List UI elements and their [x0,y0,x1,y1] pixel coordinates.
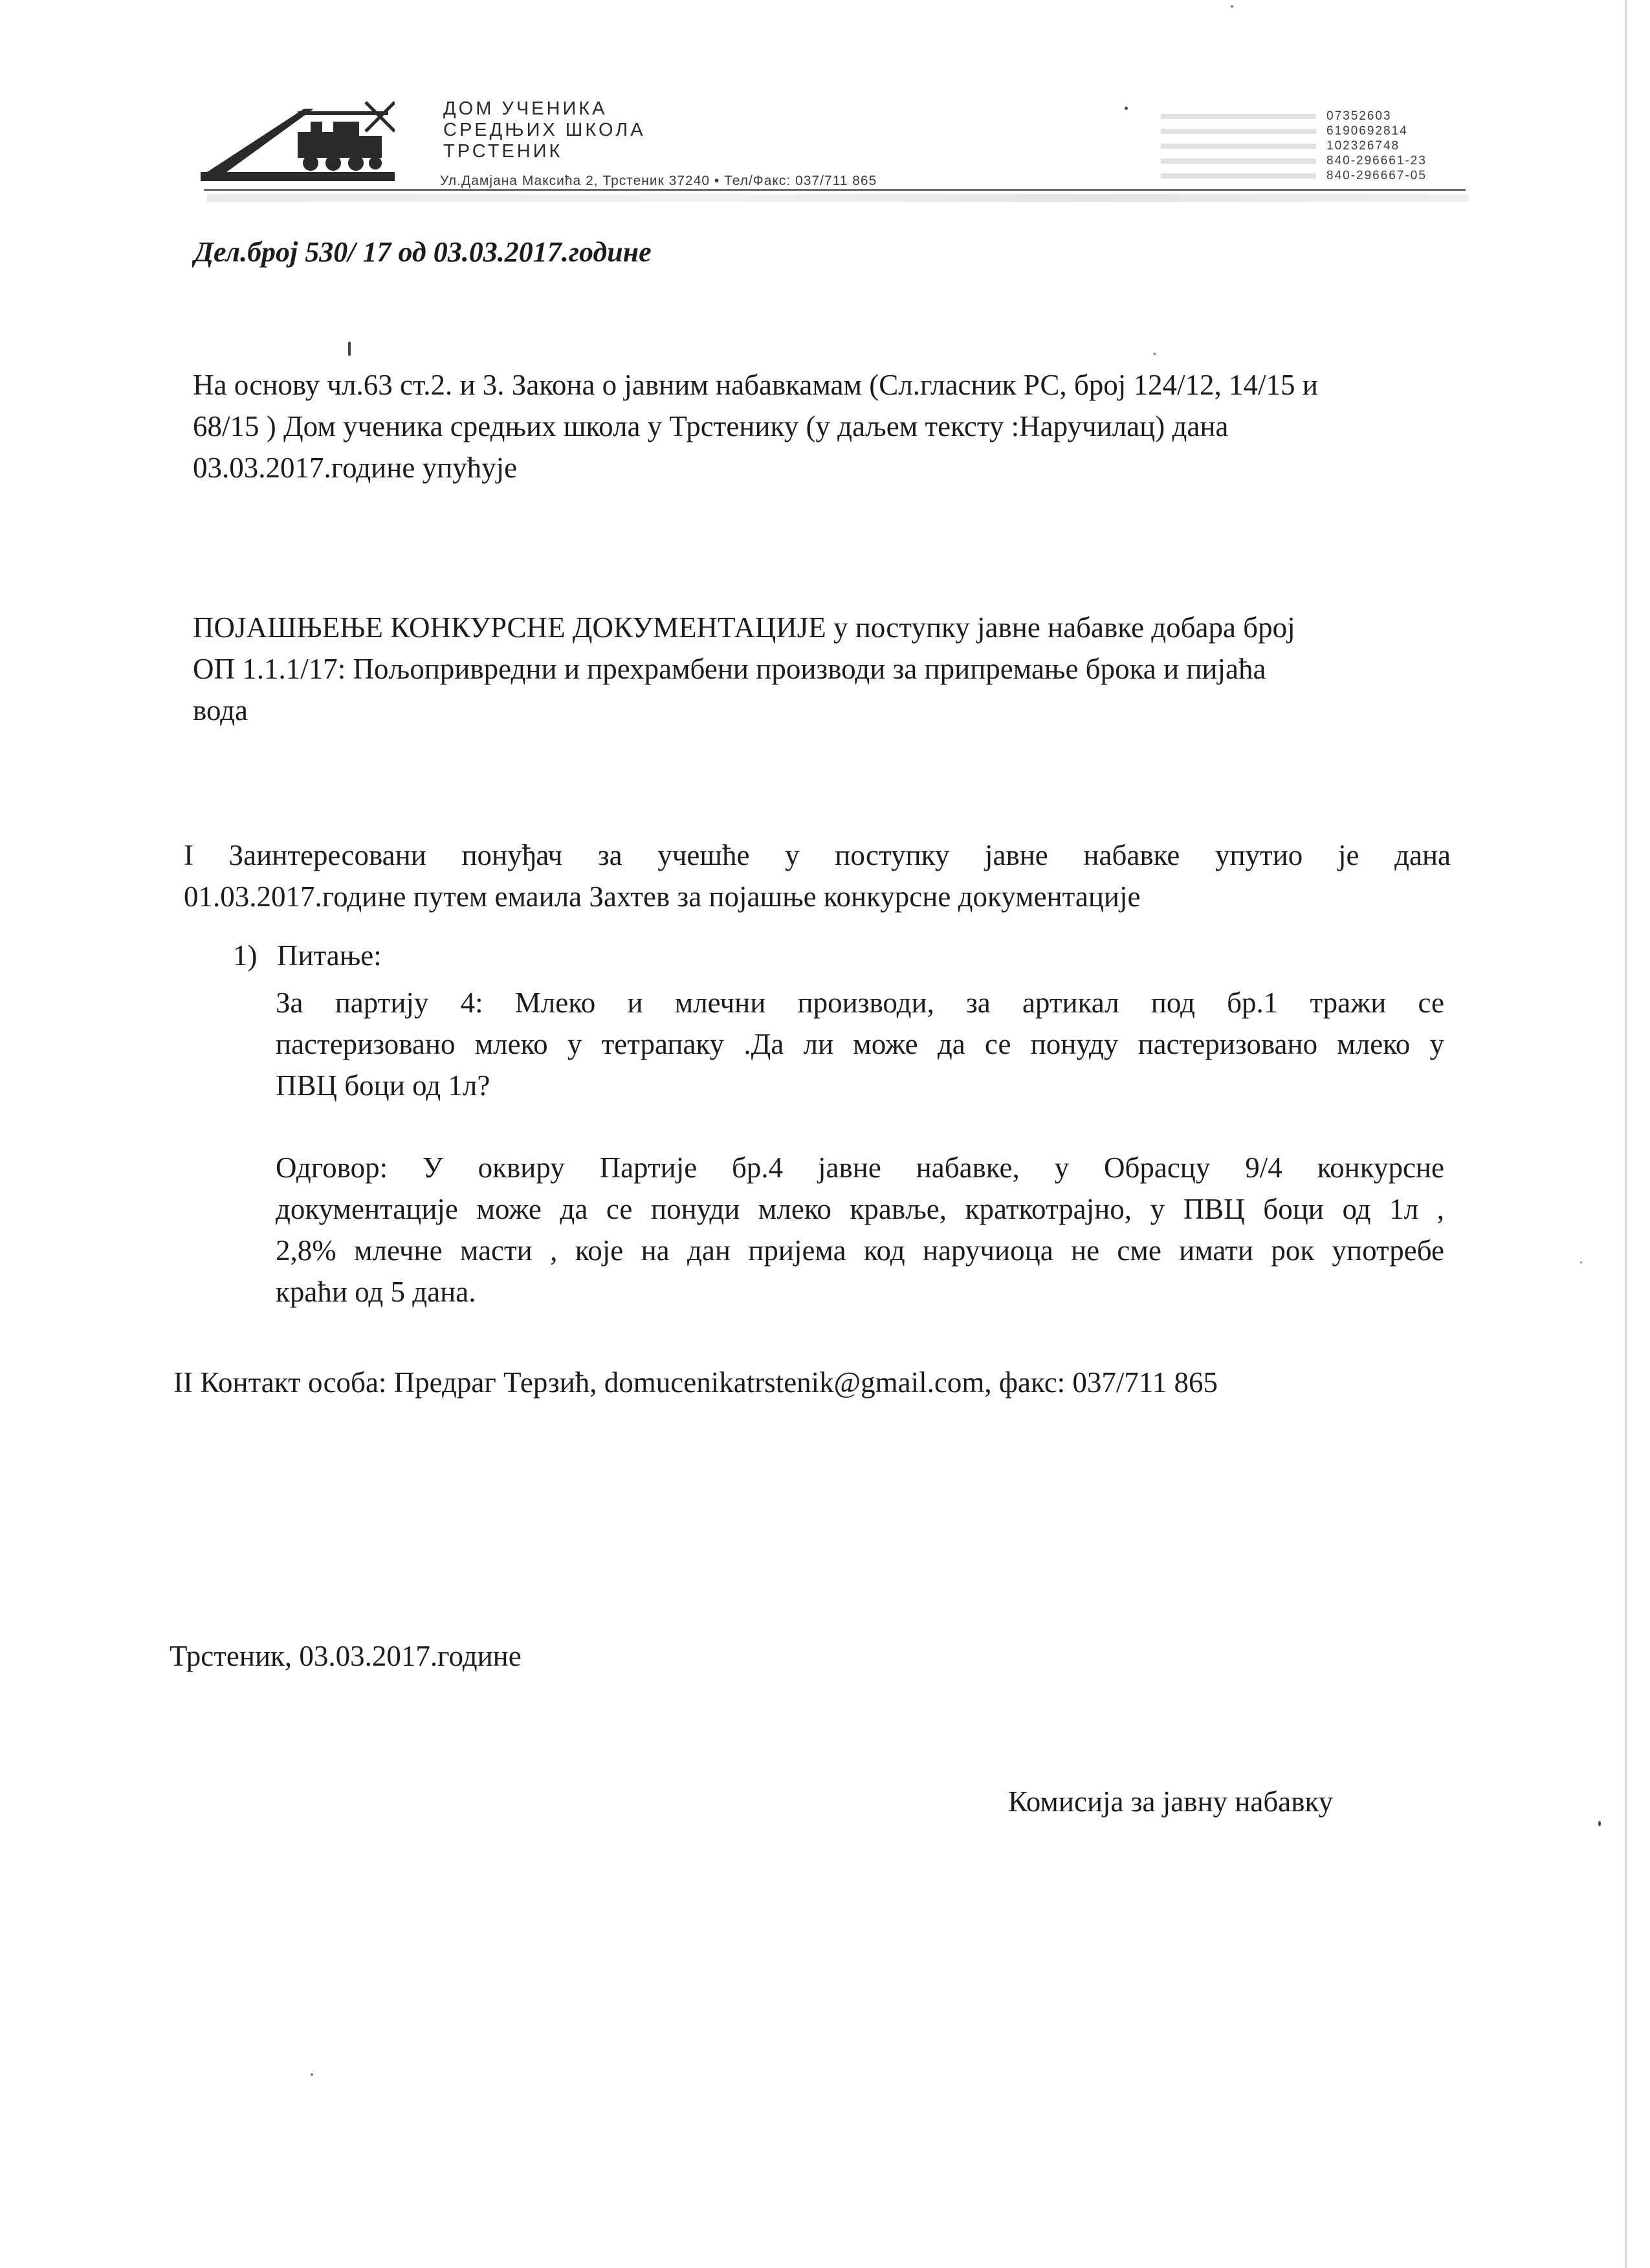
letterhead [201,91,1469,213]
intro-line: На основу чл.63 ст.2. и 3. Закона о јавним набавкамам (Сл.гласник РС, број 124/12, 14/15 и [193,369,1318,401]
title-line-2: ОП 1.1.1/17: Пољопривредни и прехрамбени производи за припремање брока и пијаћа [193,653,1266,685]
scan-speck [1231,5,1233,8]
letterhead-divider [204,189,1466,191]
question-label: Питање: [277,939,382,972]
registry-numbers [1081,109,1469,183]
org-name-line-1: ДОМ УЧЕНИКА [443,98,608,119]
answer-line: 2,8% млечне масти , које на дан пријема код наручиоца не сме имати рок употребе [276,1234,1444,1267]
question-line: пастеризовано млеко у тетрапаку .Да ли може да се понуду пастеризовано млеко у [276,1028,1444,1060]
answer-line: краћи од 5 дана. [276,1276,476,1308]
scan-speck [348,342,351,356]
signatory: Комисија за јавну набавку [1008,1785,1334,1818]
registry-row [1081,168,1469,183]
scan-speck [1125,107,1128,110]
intro-paragraph [193,364,1451,488]
scan-speck [1153,353,1156,355]
question-line: ПВЦ боци од 1л? [276,1069,490,1102]
question-line: За партију 4: Млеко и млечни производи, за артикал под бр.1 тражи се [276,987,1444,1019]
contact-line: II Контакт особа: Предраг Терзић, domucenikatrstenik@gmail.com, факс: 037/711 865 [173,1366,1218,1399]
registry-value: 102326748 [1326,139,1400,153]
section-one [184,834,1451,917]
scan-speck [1580,1261,1582,1263]
place-and-date: Трстеник, 03.03.2017.године [170,1640,522,1672]
section-one-line: I Заинтересовани понуђач за учешће у поступку јавне набавке упутио је дана [184,839,1451,871]
registry-row [1081,138,1469,153]
registry-value: 6190692814 [1326,124,1408,138]
scan-edge [1625,0,1627,2268]
answer-line: документације може да се понуди млеко кравље, краткотрајно, у ПВЦ боци од 1л , [276,1193,1444,1225]
registry-row [1081,109,1469,124]
answer-text [276,1147,1444,1313]
registry-value: 07352603 [1326,109,1392,123]
scan-speck [1598,1821,1601,1826]
registry-value: 840-296667-05 [1326,169,1427,182]
train-logo-icon [201,96,395,193]
title-line-3: вода [193,694,248,726]
intro-line: 68/15 ) Дом ученика средњих школа у Трстенику (у даљем тексту :Наручилац) дана [193,410,1229,442]
registry-row [1081,124,1469,138]
document-title [193,607,1451,731]
title-line-1 [193,607,1451,648]
scan-speck [311,2073,313,2076]
section-one-line: 01.03.2017.године путем емаила Захтев за појашње конкурсне документације [184,880,1141,913]
registry-value: 840-296661-23 [1326,154,1427,168]
org-name-line-2: СРЕДЊИХ ШКОЛА [443,120,646,140]
letterhead-address: Ул.Дамјана Максића 2, Трстеник 37240 • Тел/Факс: 037/711 865 [440,173,877,188]
org-name-line-3: ТРСТЕНИК [443,141,563,162]
question-text [276,982,1444,1106]
title-heading: ПОЈАШЊЕЊЕ КОНКУРСНЕ ДОКУМЕНТАЦИЈЕ [193,611,826,644]
document-reference: Дел.број 530/ 17 од 03.03.2017.године [194,236,652,268]
intro-line: 03.03.2017.године упућује [193,452,518,484]
answer-line: Одговор: У оквиру Партије бр.4 јавне набавке, у Обрасцу 9/4 конкурсне [276,1151,1444,1184]
question-number: 1) [233,939,258,972]
organization-name [443,98,646,162]
letterhead-faint-line [207,194,1469,202]
registry-row [1081,153,1469,168]
title-heading-rest: у поступку јавне набавке добара број [826,611,1295,644]
